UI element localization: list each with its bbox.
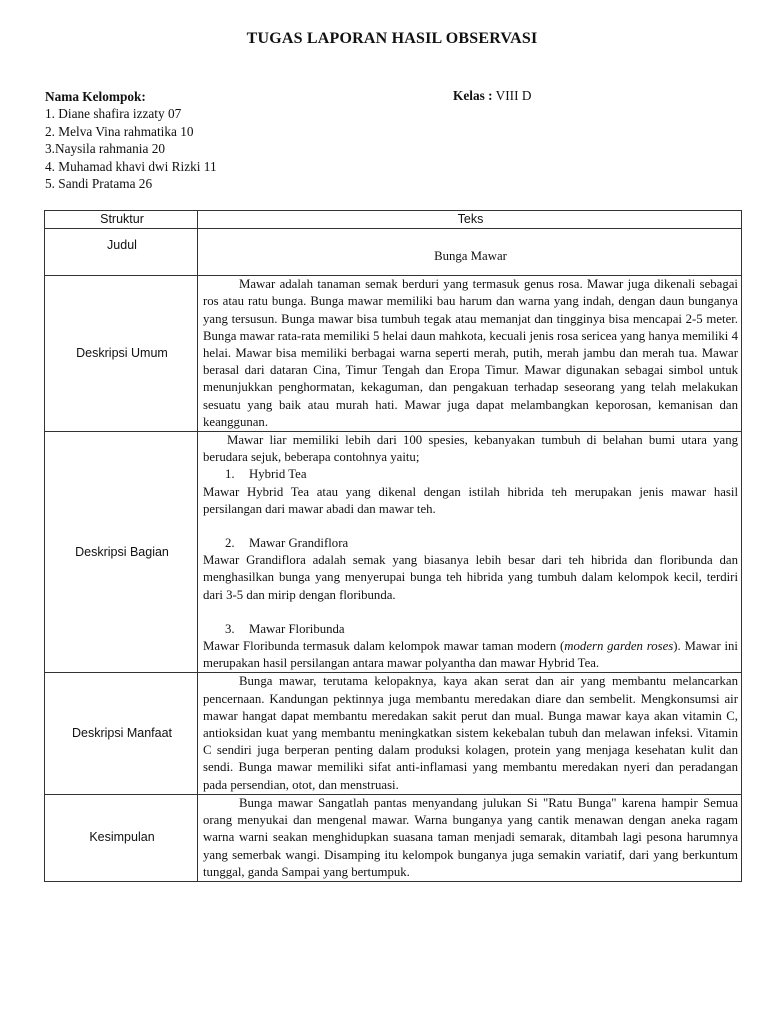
list-item — [203, 621, 738, 638]
row-label-kesimpulan: Kesimpulan — [45, 794, 198, 881]
group-info — [45, 88, 217, 192]
item-number: 3. — [225, 621, 235, 636]
table-row — [45, 673, 742, 794]
member-item: 4. Muhamad khavi dwi Rizki 11 — [45, 158, 217, 174]
member-item: 3.Naysila rahmania 20 — [45, 141, 166, 157]
header-struktur: Struktur — [45, 211, 198, 229]
table-row — [45, 432, 742, 673]
document-title: TUGAS LAPORAN HASIL OBSERVASI — [246, 30, 538, 47]
list-item — [203, 535, 738, 552]
class-label: Kelas — [453, 88, 485, 103]
item-description: Mawar Grandiflora adalah semak yang biasanya lebih besar dari teh hibrida dan floribunda dan menghasilkan bunga yang menyerupai bunga teh hibrida yang tumbuh dalam kelompok kecil, terdiri dari 3-5 dan mirip dengan floribunda. — [203, 553, 738, 602]
desc-emphasis: modern garden roses — [564, 639, 674, 654]
table-header-row — [45, 211, 742, 229]
item-description: Mawar Hybrid Tea atau yang dikenal dengan istilah hibrida teh merupakan jenis mawar hasil persilangan dari mawar abadi dan mawar teh. — [203, 484, 738, 516]
class-value: VIII D — [495, 88, 532, 103]
kesimpulan-text: Bunga mawar Sangatlah pantas menyandang julukan Si "Ratu Bunga" karena hampir Semua orang menyukai dan mengenal mawar. Warna bunganya yang cantik menawan dengan aneka ragam warna warni seakan menghidupkan suasana taman menjadi semarak, ditambah lagi pesona harumnya yang semerbak wangi. Disamping itu kelompok bunganya juga semakin variatif, dari yang berkuntum tunggal, ganda Sampai yang bertumpuk. — [203, 795, 738, 879]
row-label-judul: Judul — [45, 229, 198, 276]
bagian-intro: Mawar liar memiliki lebih dari 100 spesies, kebanyakan tumbuh di belahan bumi utara yang berudara sejuk, beberapa contohnya yaitu; — [203, 433, 738, 465]
table-row — [45, 229, 742, 276]
item-number: 2. — [225, 536, 235, 551]
item-name: Mawar Floribunda — [249, 621, 345, 636]
item-number: 1. — [225, 467, 235, 482]
group-label: Nama Kelompok: — [45, 89, 146, 104]
table-row — [45, 794, 742, 881]
kesimpulan-text-cell — [198, 794, 742, 881]
member-item: 1. Diane shafira izzaty 07 — [45, 106, 182, 122]
desc-part: Mawar Floribunda termasuk dalam kelompok mawar taman modern ( — [203, 639, 565, 654]
class-info — [453, 88, 531, 104]
judul-value: Bunga Mawar — [198, 229, 742, 276]
item-name: Hybrid Tea — [249, 467, 307, 482]
observation-table — [44, 210, 742, 882]
manfaat-text-cell — [198, 673, 742, 794]
row-label-bagian: Deskripsi Bagian — [45, 432, 198, 673]
umum-text: Mawar adalah tanaman semak berduri yang termasuk genus rosa. Mawar juga dikenali sebagai ros atau ratu bunga. Bunga mawar memiliki bau harum dan warna yang indah, dengan daun bunganya yang tersusun. Bunga mawar bisa tumbuh tegak atau memanjat dan tingginya bisa mencapai 2-5 meter. Bunga mawar rata-rata memiliki 5 helai daun mahkota, kecuali jenis rosa sericea yang hanya memiliki 4 helai. Mawar bisa memiliki berbagai warna seperti merah, putih, merah jambu dan merah tua. Mawar berasal dari dataran Cina, Timur Tengah dan Eropa Timur. Mawar digunakan sebagai simbol untuk menunjukkan penghormatan, kekaguman, dan pengakuan terhadap seseorang yang telah melakukan sesuatu yang baik atau murah hati. Mawar juga dapat melambangkan keporosan, kemanisan dan keanggunan. — [203, 277, 738, 429]
umum-text-cell — [198, 276, 742, 432]
item-description — [203, 638, 738, 672]
item-name: Mawar Grandiflora — [249, 536, 349, 551]
header-teks: Teks — [198, 211, 742, 229]
list-item — [203, 466, 738, 483]
member-item: 5. Sandi Pratama 26 — [45, 176, 153, 192]
member-item: 2. Melva Vina rahmatika 10 — [45, 123, 194, 139]
bagian-text-cell — [198, 432, 742, 673]
row-label-manfaat: Deskripsi Manfaat — [45, 673, 198, 794]
class-separator: : — [488, 88, 493, 103]
table-row — [45, 276, 742, 432]
desc-part: ). Mawar ini merupakan hasil persilangan antara mawar polyantha dan mawar Hybrid Tea. — [203, 639, 738, 671]
manfaat-text: Bunga mawar, terutama kelopaknya, kaya akan serat dan air yang membantu melancarkan pencernaan. Kandungan pektinnya juga membantu meredakan diare dan sembelit. Mengkonsumsi air mawar hangat dapat membantu meredakan sakit perut dan mual. Bunga mawar kaya akan vitamin C, antioksidan kuat yang membantu meningkatkan sistem kekebalan tubuh dan melawan infeksi. Vitamin C sendiri juga berperan penting dalam produksi kolagen, protein yang menjaga kesehatan kulit dan sendi. Bunga mawar memiliki sifat anti-inflamasi yang membantu meredakan nyeri dan peradangan pada persendian, otot, dan menstruasi. — [203, 674, 738, 792]
row-label-umum: Deskripsi Umum — [45, 276, 198, 432]
